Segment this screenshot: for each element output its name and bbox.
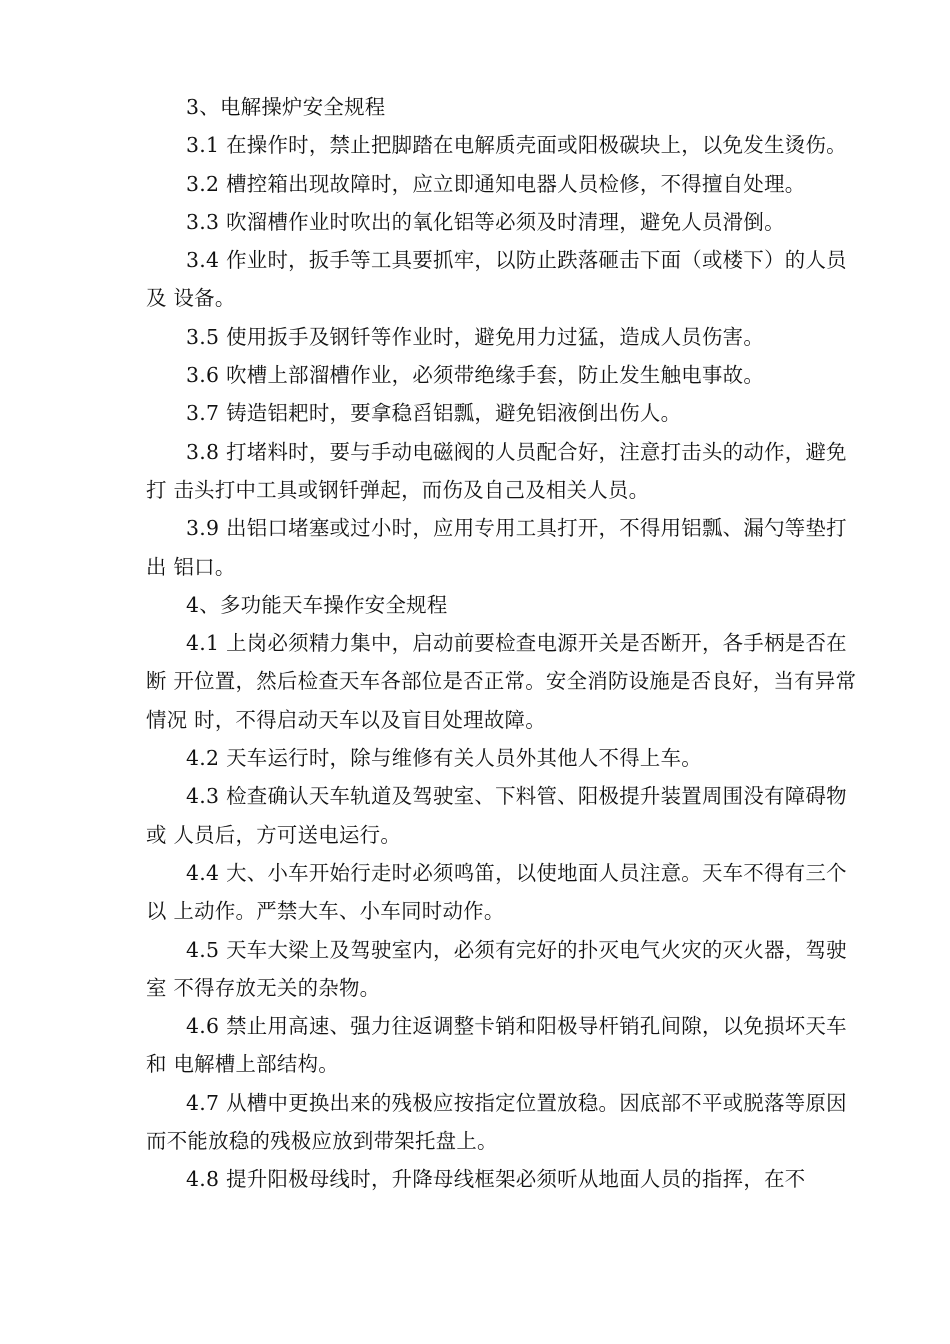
paragraph-3-9: 3.9 出铝口堵塞或过小时，应用专用工具打开，不得用铝瓢、漏勺等垫打出 铝口。 [146,516,847,579]
paragraph-3-7: 3.7 铸造铝耙时，要拿稳舀铝瓢，避免铝液倒出伤人。 [186,401,682,426]
section-4-heading: 4、多功能天车操作安全规程 [186,592,448,617]
paragraph-3-2: 3.2 槽控箱出现故障时，应立即通知电器人员检修，不得擅自处理。 [186,171,806,196]
paragraph-4-3: 4.3 检查确认天车轨道及驾驶室、下料管、阳极提升装置周围没有障碍物或 人员后，方可送电运行。 [146,784,847,847]
paragraph-3-4: 3.4 作业时，扳手等工具要抓牢，以防止跌落砸击下面（或楼下）的人员及 设备。 [146,248,847,311]
document-page [146,88,860,1199]
section-3-heading: 3、电解操炉安全规程 [186,95,386,119]
paragraph-4-1: 4.1 上岗必须精力集中，启动前要检查电源开关是否断开，各手柄是否在断 开位置，然后检查天车各部位是否正常。安全消防设施是否良好，当有异常情况 时，不得启动天车以及盲目处理故障。 [146,631,857,732]
paragraph-4-4: 4.4 大、小车开始行走时必须鸣笛，以使地面人员注意。天车不得有三个以 上动作。严禁大车、小车同时动作。 [146,860,847,924]
paragraph-4-2: 4.2 天车运行时，除与维修有关人员外其他人不得上车。 [186,746,702,771]
paragraph-3-3: 3.3 吹溜槽作业时吹出的氧化铝等必须及时清理，避免人员滑倒。 [186,209,785,234]
paragraph-4-5: 4.5 天车大梁上及驾驶室内，必须有完好的扑灭电气火灾的灭火器，驾驶室 不得存放无关的杂物。 [146,937,847,1000]
paragraph-3-6: 3.6 吹槽上部溜槽作业，必须带绝缘手套，防止发生触电事故。 [186,363,765,388]
paragraph-4-8: 4.8 提升阳极母线时，升降母线框架必须听从地面人员的指挥，在不 [186,1167,806,1192]
paragraph-3-1: 3.1 在操作时，禁止把脚踏在电解质壳面或阳极碳块上，以免发生烫伤。 [186,133,847,158]
paragraph-3-8: 3.8 打堵料时，要与手动电磁阀的人员配合好，注意打击头的动作，避免打 击头打中工具或钢钎弹起，而伤及自己及相关人员。 [146,439,847,502]
paragraph-4-6: 4.6 禁止用高速、强力往返调整卡销和阳极导杆销孔间隙，以免损坏天车和 电解槽上部结构。 [146,1014,847,1077]
paragraph-4-7: 4.7 从槽中更换出来的残极应按指定位置放稳。因底部不平或脱落等原因而不能放稳的残极应放到带架托盘上。 [146,1090,847,1154]
paragraph-3-5: 3.5 使用扳手及钢钎等作业时，避免用力过猛，造成人员伤害。 [186,324,765,349]
